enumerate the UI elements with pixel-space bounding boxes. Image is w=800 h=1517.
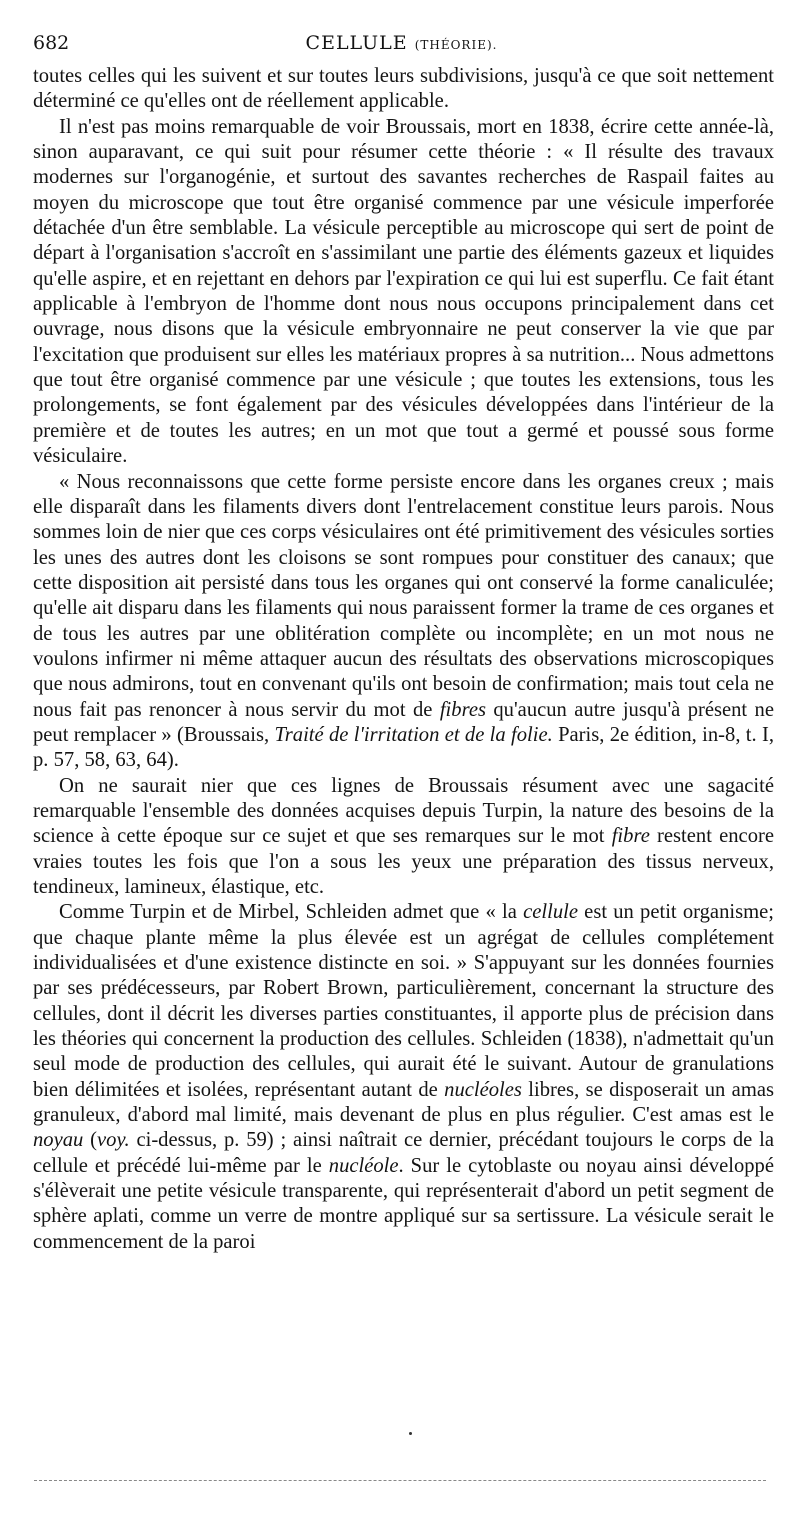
running-head <box>33 32 770 54</box>
text-run: . Sur le cytoblaste ou noyau ainsi développé s'élèverait une petite vésicule transparente, qui représenterait d'abord un petit segment de sphère aplati, comme un verre de montre appliqué sur sa sertissure. La vésicule serait le commencement de la paroi <box>33 1154 774 1253</box>
italic-text: fibre <box>611 825 650 848</box>
body-text <box>33 64 774 1255</box>
text-run: Paris, 2e édition, in-8, t. I, p. 57, 58, 63, 64). <box>33 723 774 772</box>
text-run: qu'aucun autre jusqu'à présent ne peut remplacer » (Broussais, <box>33 698 774 746</box>
paragraph <box>33 115 774 470</box>
paragraph <box>33 470 774 774</box>
paragraph <box>33 64 774 115</box>
text-run: ( <box>83 1129 98 1152</box>
running-head-subtitle: (THÉORIE). <box>414 38 498 52</box>
text-run: Il n'est pas moins remarquable de voir Broussais, mort en 1838, écrire cette année-là, sinon auparavant, ce qui suit pour résumer cette théorie : « Il résulte des travaux modernes sur l'organogénie, et surtout des savantes recherches de Raspail faites au moyen du microscope que tout être organisé commence par une vésicule imperforée détachée d'un être semblable. La vésicule perceptible au microscope qui sert de point de départ à l'organisation s'accroît en s'assimilant une partie des éléments gazeux et liquides qu'elle aspire, et en rejettant en dehors par l'expiration ce qui lui est superflu. Ce fait étant applicable à l'embryon de l'homme dont nous nous occupons principalement dans cet ouvrage, nous disons que la vésicule embryonnaire ne peut conserver la vie que par l'excitation que produisent sur elles les matériaux propres à sa nutrition... Nous admettons que tout être organisé commence par une vésicule ; que toutes les extensions, tous les prolongements, se font également par des vésicules développées dans l'intérieur de la première et de toutes les autres; en un mot que tout a germé et poussé sous forme vésiculaire. <box>33 115 774 468</box>
text-run: Comme Turpin et de Mirbel, Schleiden admet que « la <box>59 901 524 924</box>
italic-text: cellule <box>523 901 578 924</box>
text-run: restent encore vraies toutes les fois que l'on a sous les yeux une préparation des tissus nerveux, tendineux, lamineux, élastique, etc. <box>33 825 774 898</box>
paragraph <box>33 774 774 901</box>
italic-text: noyau <box>33 1129 84 1152</box>
footer-rule <box>34 1480 766 1481</box>
text-run: « Nous reconnaissons que cette forme persiste encore dans les organes creux ; mais elle disparaît dans les filaments divers dont l'entrelacement constitue leurs parois. Nous sommes loin de nier que ces corps vésiculaires ont été primitivement des vésicules sorties les unes des autres dont les cloisons se sont rompues pour constituer des canaux; que cette disposition ait persisté dans tous les organes qui ont conservé la forme canaliculée; qu'elle ait disparu dans les filaments qui nous paraissent former la trame de ces organes et de tous les autres par une oblitération complète ou incomplète; en un mot nous ne voulons infirmer ni même attaquer aucun des résultats des observations microscopiques que nous admirons, tout en convenant qu'ils ont besoin de confirmation; mais tout cela ne nous fait pas renoncer à nous servir du mot de <box>33 470 774 721</box>
italic-text: Traité de l'irritation et de la folie. <box>274 723 553 746</box>
page-number: 682 <box>33 32 70 54</box>
ink-speck <box>409 1432 412 1435</box>
text-run: On ne saurait nier que ces lignes de Broussais résument avec une sagacité remarquable l'ensemble des données acquises depuis Turpin, la nature des besoins de la science à cette époque sur ce sujet et que ses remarques sur le mot <box>33 774 774 848</box>
text-run: libres, se disposerait un amas granuleux, d'abord mal limité, mais devenant de plus en plus régulier. C'est amas est le <box>33 1078 774 1127</box>
text-run: est un petit organisme; que chaque plante même la plus élevée est un agrégat de cellules complétement individualisées et d'une existence distincte en soi. » S'appuyant sur les données fournies par ses prédécesseurs, par Robert Brown, particulièrement, concernant la structure des cellules, dont il décrit les diverses parties constituantes, il apporte plus de précision dans les théories qui concernent la production des cellules. Schleiden (1838), n'admettait qu'un seul mode de production des cellules, qui aurait été le suivant. Autour de granulations bien délimitées et isolées, représentant autant de <box>33 901 774 1101</box>
italic-text: fibres <box>439 698 486 721</box>
italic-text: nucléoles <box>444 1078 522 1101</box>
paragraph <box>33 900 774 1255</box>
running-head-title: CELLULE <box>305 32 408 54</box>
text-run: toutes celles qui les suivent et sur toutes leurs subdivisions, jusqu'à ce que soit nettement déterminé ce qu'elles ont de réellement applicable. <box>33 65 774 113</box>
text-run: ci-dessus, p. 59) ; ainsi naîtrait ce dernier, précédant toujours le corps de la cellule et précédé lui-même par le <box>33 1129 774 1177</box>
italic-text: voy. <box>97 1129 130 1152</box>
italic-text: nucléole <box>328 1154 399 1177</box>
page-header <box>33 28 770 62</box>
